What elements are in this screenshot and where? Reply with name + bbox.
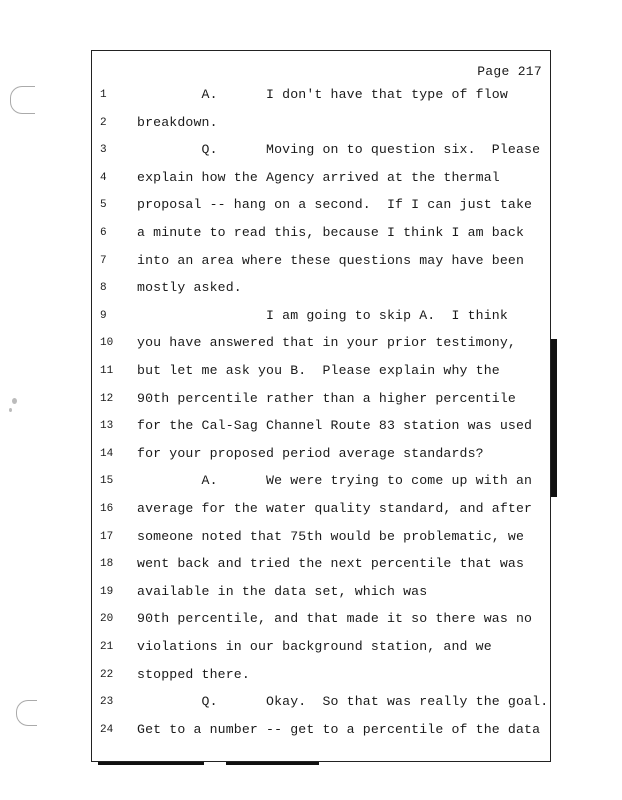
- line-number: 2: [100, 116, 107, 129]
- line-number: 21: [100, 641, 114, 653]
- change-bar: [551, 339, 557, 497]
- line-text: A. I don't have that type of flow: [137, 87, 508, 102]
- line-text: average for the water quality standard, and after: [137, 501, 533, 516]
- line-text: A. We were trying to come up with an: [137, 473, 533, 489]
- transcript-line: [92, 391, 550, 411]
- transcript-line: [92, 363, 550, 383]
- transcript-line: [92, 667, 550, 687]
- line-text: Q. Okay. So that was really the goal.: [137, 694, 549, 710]
- line-number: 8: [100, 282, 107, 295]
- transcript-line: [92, 225, 550, 245]
- transcript-line: [92, 335, 550, 355]
- line-number: 18: [100, 558, 114, 571]
- transcript-line: [92, 446, 550, 466]
- transcript-line: [92, 501, 550, 521]
- line-number: 4: [100, 171, 107, 184]
- line-text: you have answered that in your prior testimony,: [137, 335, 516, 351]
- line-number: 1: [100, 89, 107, 101]
- transcript-line: [92, 253, 550, 273]
- transcript-line: [92, 694, 550, 714]
- binder-hole-bottom: [16, 700, 37, 726]
- transcript-line: [92, 556, 550, 576]
- line-text: Get to a number -- get to a percentile of the data: [137, 721, 541, 737]
- line-number: 23: [100, 696, 114, 709]
- transcript-line: [92, 197, 550, 217]
- scan-speck: [9, 408, 12, 412]
- line-number: 5: [100, 199, 107, 212]
- line-number: 22: [100, 668, 114, 681]
- transcript-line: [92, 473, 550, 493]
- line-number: 19: [100, 585, 114, 598]
- line-text: someone noted that 75th would be problematic, we: [137, 528, 525, 544]
- line-text: for your proposed period average standards?: [137, 445, 484, 461]
- transcript-page: [91, 50, 551, 762]
- transcript-line: [92, 308, 550, 328]
- line-number: 12: [100, 392, 114, 405]
- line-text: stopped there.: [137, 666, 250, 682]
- line-number: 9: [100, 309, 107, 322]
- line-number: 16: [100, 503, 114, 515]
- line-text: mostly asked.: [137, 280, 242, 296]
- line-number: 7: [100, 254, 107, 267]
- line-number: 10: [100, 337, 114, 350]
- transcript-line: [92, 529, 550, 549]
- line-text: 90th percentile, and that made it so there was no: [137, 611, 533, 627]
- bottom-rule-left: [98, 762, 204, 765]
- line-number: 15: [100, 475, 114, 488]
- transcript-line: [92, 87, 550, 107]
- transcript-line: [92, 115, 550, 135]
- transcript-line: [92, 280, 550, 300]
- line-number: 24: [100, 723, 114, 736]
- binder-hole-top: [10, 86, 35, 114]
- line-text: a minute to read this, because I think I am back: [137, 225, 525, 240]
- line-number: 17: [100, 530, 114, 543]
- scan-speck: [12, 398, 17, 404]
- transcript-line: [92, 639, 550, 659]
- line-text: into an area where these questions may have been: [137, 252, 525, 268]
- line-text: breakdown.: [137, 114, 218, 130]
- page-number: Page 217: [477, 64, 542, 79]
- bottom-rule-right: [226, 762, 319, 765]
- transcript-line: [92, 722, 550, 742]
- line-number: 3: [100, 144, 107, 157]
- transcript-line: [92, 142, 550, 162]
- line-number: 14: [100, 447, 114, 460]
- line-text: Q. Moving on to question six. Please: [137, 142, 541, 158]
- transcript-line: [92, 170, 550, 190]
- line-text: for the Cal-Sag Channel Route 83 station was used: [137, 418, 533, 434]
- line-text: explain how the Agency arrived at the thermal: [137, 169, 500, 185]
- line-text: proposal -- hang on a second. If I can just take: [137, 197, 533, 213]
- line-text: went back and tried the next percentile that was: [137, 556, 525, 572]
- transcript-line: [92, 418, 550, 438]
- line-text: but let me ask you B. Please explain why the: [137, 363, 500, 378]
- line-number: 13: [100, 420, 114, 433]
- transcript-line: [92, 584, 550, 604]
- transcript-line: [92, 611, 550, 631]
- line-number: 11: [100, 365, 114, 377]
- line-number: 20: [100, 613, 114, 626]
- line-number: 6: [100, 227, 107, 239]
- line-text: I am going to skip A. I think: [137, 307, 508, 323]
- line-text: violations in our background station, and we: [137, 639, 492, 654]
- line-text: available in the data set, which was: [137, 583, 428, 599]
- line-text: 90th percentile rather than a higher percentile: [137, 390, 516, 406]
